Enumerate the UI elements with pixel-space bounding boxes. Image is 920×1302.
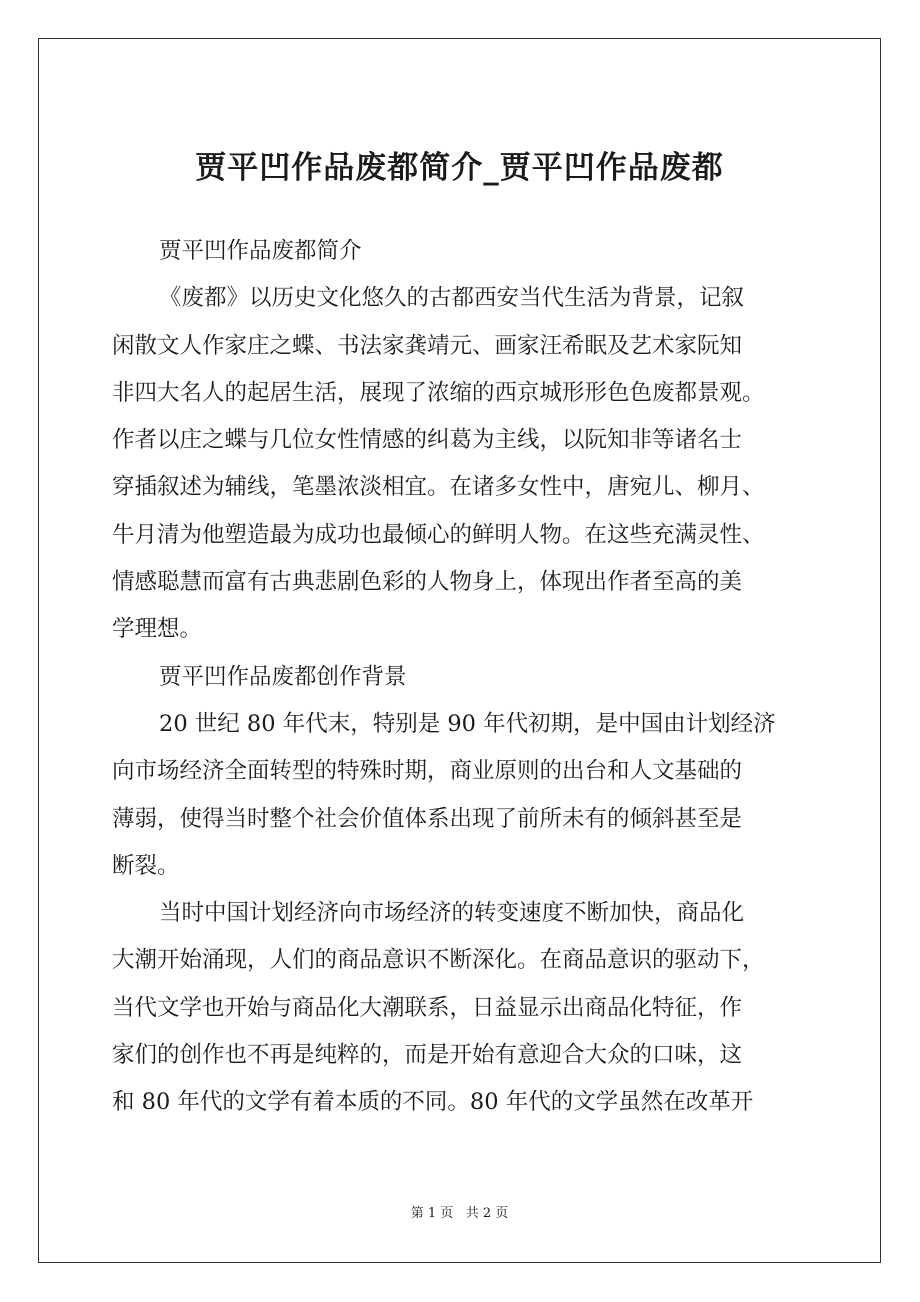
paragraph-line: 当代文学也开始与商品化大潮联系，日益显示出商品化特征，作 xyxy=(112,994,743,1021)
paragraph-line: 断裂。 xyxy=(112,852,180,879)
paragraph-line: 闲散文人作家庄之蝶、书法家龚靖元、画家汪希眠及艺术家阮知 xyxy=(112,332,743,359)
page-footer: 第 1 页 共 2 页 xyxy=(410,1206,509,1221)
paragraph-line: 非四大名人的起居生活，展现了浓缩的西京城形形色色废都景观。 xyxy=(112,379,765,406)
paragraph-line: 牛月清为他塑造最为成功也最倾心的鲜明人物。在这些充满灵性、 xyxy=(112,521,765,548)
paragraph-line: 和 80 年代的文学有着本质的不同。80 年代的文学虽然在改革开 xyxy=(112,1089,754,1116)
paragraph-line: 当时中国计划经济向市场经济的转变速度不断加快，商品化 xyxy=(159,900,745,927)
subheading-intro: 贾平凹作品废都简介 xyxy=(159,238,362,264)
subheading-background: 贾平凹作品废都创作背景 xyxy=(159,663,407,690)
paragraph-line: 向市场经济全面转型的特殊时期，商业原则的出台和人文基础的 xyxy=(112,758,743,785)
paragraph-line: 薄弱，使得当时整个社会价值体系出现了前所未有的倾斜甚至是 xyxy=(112,805,743,832)
document-body xyxy=(112,228,812,1127)
paragraph-line: 作者以庄之蝶与几位女性情感的纠葛为主线，以阮知非等诸名士 xyxy=(112,427,743,454)
paragraph-line: 《废都》以历史文化悠久的古都西安当代生活为背景，记叙 xyxy=(159,285,745,312)
paragraph-line: 情感聪慧而富有古典悲剧色彩的人物身上，体现出作者至高的美 xyxy=(112,569,743,596)
paragraph-line: 大潮开始涌现，人们的商品意识不断深化。在商品意识的驱动下， xyxy=(112,947,765,974)
document-title: 贾平凹作品废都简介_贾平凹作品废都 xyxy=(195,150,724,186)
paragraph-line: 20 世纪 80 年代末，特别是 90 年代初期，是中国由计划经济 xyxy=(159,710,776,737)
paragraph-line: 穿插叙述为辅线，笔墨浓淡相宜。在诸多女性中，唐宛儿、柳月、 xyxy=(112,474,765,501)
paragraph-line: 学理想。 xyxy=(112,616,203,643)
paragraph-line: 家们的创作也不再是纯粹的，而是开始有意迎合大众的口味，这 xyxy=(112,1042,743,1069)
